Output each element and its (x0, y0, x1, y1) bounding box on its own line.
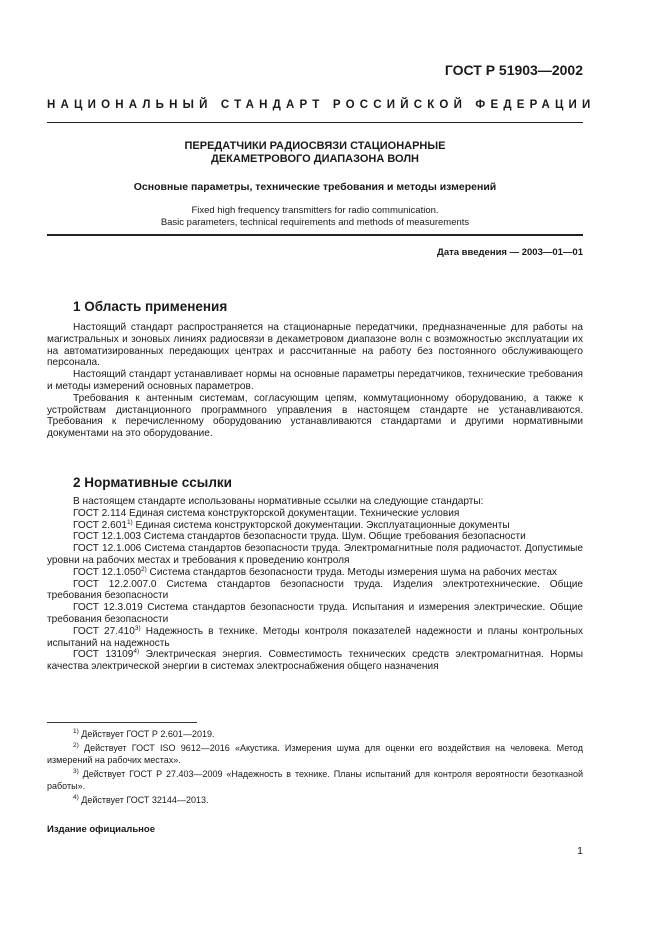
reference-title: Система стандартов безопасности труда. Методы измерения шума на рабочих местах (146, 566, 557, 578)
reference-title: Надежность в технике. Методы контроля показателей надежности и планы контрольных испытаний на надежность (47, 625, 584, 649)
footnote-marker: 4) (133, 648, 140, 656)
reference-item (47, 602, 583, 626)
footnote-text: Действует ГОСТ ISO 9612—2016 «Акустика. Измерения шума для оценки его воздействия на человека. Метод измерений на рабочих местах». (47, 743, 583, 765)
reference-item (47, 579, 583, 603)
document-subtitle: Основные параметры, технические требования и методы измерений (133, 181, 497, 193)
section-2-intro: В настоящем стандарте использованы нормативные ссылки на следующие стандарты: (73, 496, 484, 507)
section-2-heading: 2 Нормативные ссылки (73, 475, 232, 490)
footnote-item (47, 729, 583, 740)
section-1-paragraph: Настоящий стандарт распространяется на стационарные передатчики, предназначенные для работы на магистральных и зоновых линиях радиосвязи в декаметровом диапазоне волн с возможностью эксплуатации их на автоматизированных передающих центрах и рассчитанные на работу без постоянного обслуживающего персонала. (47, 322, 583, 369)
footnote-marker: 4) (73, 794, 79, 802)
national-standard-banner: НАЦИОНАЛЬНЫЙ СТАНДАРТ РОССИЙСКОЙ ФЕДЕРАЦИИ (47, 99, 596, 111)
reference-item (47, 520, 583, 532)
reference-code: ГОСТ 27.410 (73, 625, 135, 637)
reference-item (47, 626, 583, 650)
reference-code: ГОСТ 12.1.003 (73, 531, 141, 543)
title-divider (47, 234, 583, 236)
reference-code: ГОСТ 12.3.019 (73, 602, 143, 614)
reference-code: ГОСТ 12.1.006 (73, 543, 142, 555)
footnotes (47, 729, 583, 809)
page-number: 1 (577, 845, 583, 857)
footnote-marker: 1) (73, 728, 79, 735)
reference-code: ГОСТ 2.114 (73, 507, 127, 519)
footnote-text: Действует ГОСТ Р 27.403—2009 «Надежность в технике. Планы испытаний для контроля вероятности безотказной работы». (47, 769, 583, 791)
footnote-marker: 2) (73, 742, 79, 750)
section-1-body (47, 322, 583, 440)
footnote-marker: 1) (126, 518, 133, 526)
title-line-2: ДЕКАМЕТРОВОГО ДИАПАЗОНА ВОЛН (211, 153, 419, 165)
date-introduced: Дата введения — 2003—01—01 (437, 247, 583, 258)
footnote-marker: 3) (73, 768, 79, 776)
section-1-paragraph: Настоящий стандарт устанавливает нормы на основные параметры передатчиков, технические требования и методы измерений основных параметров. (47, 369, 583, 392)
reference-title: Система стандартов безопасности труда. Электромагнитные поля радиочастот. Допустимые уровни на рабочих местах и требования к проведению контроля (47, 543, 583, 566)
section-1-paragraph: Требования к антенным системам, согласующим цепям, коммутационному оборудованию, а также к устройствам дистанционного программного управления в настоящем стандарте не устанавливаются. Требования к перечисленному оборудованию устанавливаются стандартами и другими нормативными документами на это оборудование. (47, 392, 583, 440)
footnote-item (47, 769, 583, 792)
reference-title: Электрическая энергия. Совместимость технических средств электромагнитная. Нормы качества электрической энергии в системах электроснабжения общего назначения (47, 649, 583, 673)
footnote-item (47, 743, 583, 766)
standard-number: ГОСТ Р 51903—2002 (444, 62, 583, 78)
footnote-item (47, 795, 583, 806)
title-line-1: ПЕРЕДАТЧИКИ РАДИОСВЯЗИ СТАЦИОНАРНЫЕ (184, 140, 446, 152)
reference-code: ГОСТ 2.601 (73, 519, 127, 531)
english-title-line-1: Fixed high frequency transmitters for radio communication. (191, 205, 439, 216)
english-title (47, 205, 583, 229)
footnote-text: Действует ГОСТ 32144—2013. (78, 795, 209, 806)
edition-label: Издание официальное (47, 824, 155, 835)
reference-title: Система стандартов безопасности труда. Испытания и измерения электрические. Общие требования безопасности (47, 602, 583, 625)
footnote-marker: 2) (140, 565, 147, 573)
reference-code: ГОСТ 12.2.007.0 (73, 578, 157, 590)
reference-item (47, 649, 583, 673)
section-2-body (47, 496, 583, 673)
reference-item (47, 531, 583, 543)
reference-list (47, 508, 583, 673)
reference-title: Единая система конструкторской документации. Технические условия (126, 507, 460, 519)
reference-code: ГОСТ 13109 (73, 649, 134, 661)
footnote-text: Действует ГОСТ Р 2.601—2019. (78, 729, 215, 739)
document-title (47, 140, 583, 166)
reference-item (47, 567, 583, 579)
english-title-line-2: Basic parameters, technical requirements and methods of measurements (160, 217, 470, 228)
reference-title: Единая система конструкторской документации. Эксплуатационные документы (132, 519, 510, 531)
top-divider (47, 122, 583, 123)
reference-title: Система стандартов безопасности труда. Шум. Общие требования безопасности (140, 531, 526, 543)
footnote-divider (47, 722, 197, 723)
reference-item (47, 543, 583, 567)
reference-title: Система стандартов безопасности труда. Изделия электротехнические. Общие требования безопасности (47, 578, 584, 602)
footnote-marker: 3) (134, 624, 141, 632)
reference-code: ГОСТ 12.1.050 (73, 566, 141, 578)
section-1-heading: 1 Область применения (73, 299, 228, 314)
